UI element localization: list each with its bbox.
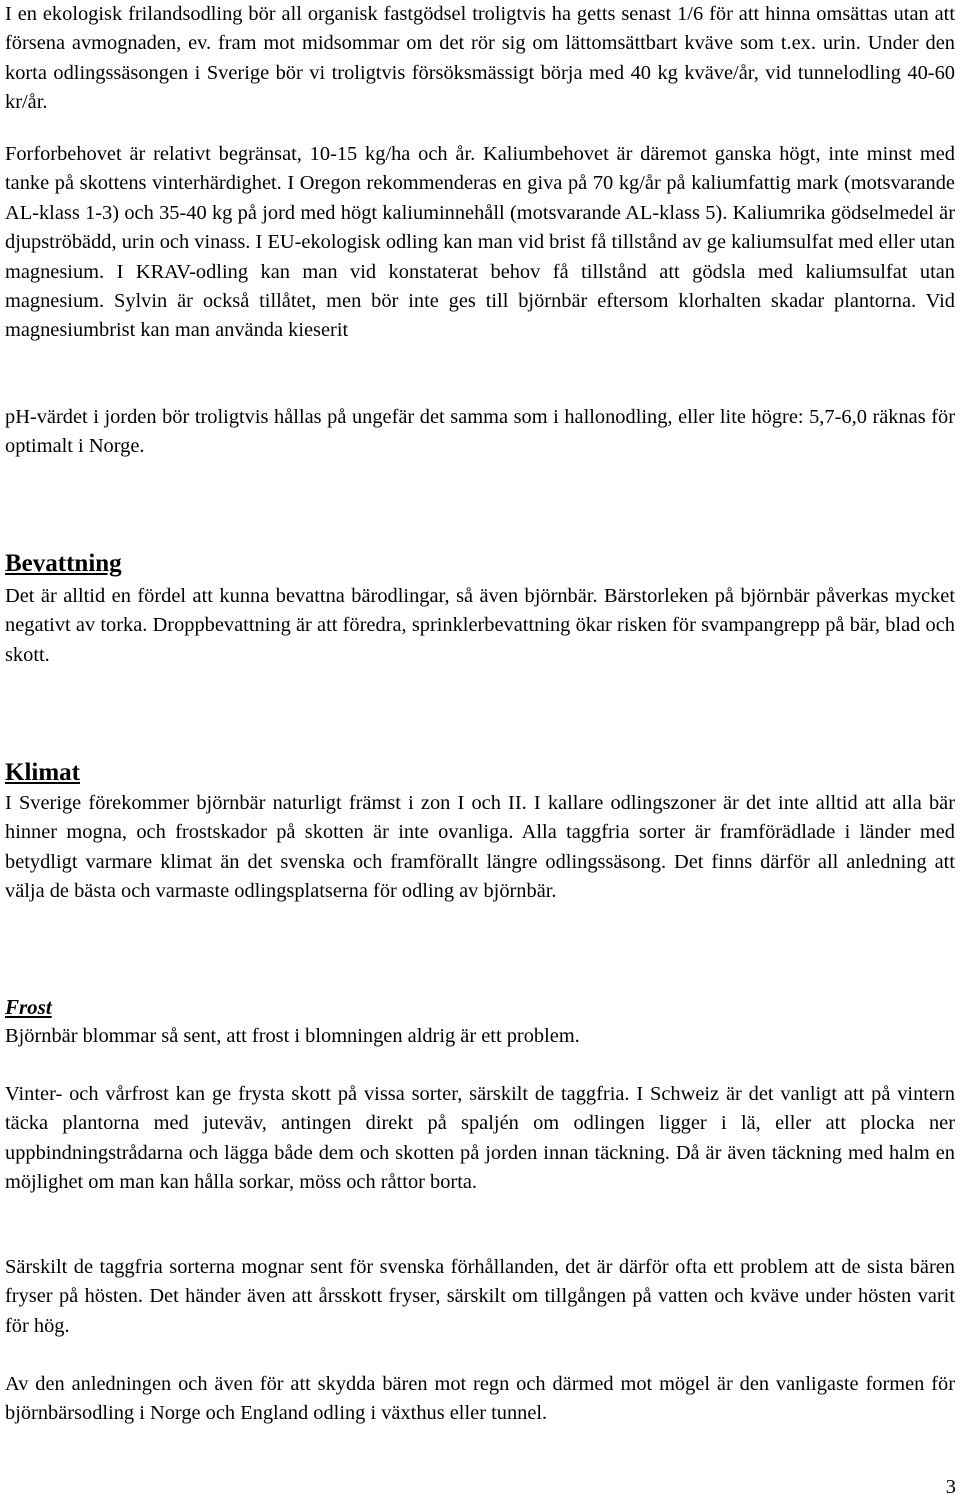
paragraph-frost-bloom: Björnbär blommar så sent, att frost i blomningen aldrig är ett problem. [5,1025,580,1047]
paragraph-bevattning: Det är alltid en fördel att kunna bevattna bärodlingar, så även björnbär. Bärstorleken på björnbär påverkas mycket negativt av torka. Droppbevattning är att föredra, sprinklerbevattning ökar risken för svampangrepp på bär, blad och skott. [5,585,955,666]
page-number: 3 [945,1476,956,1498]
paragraph-ph-value: pH-värdet i jorden bör troligtvis hållas på ungefär det samma som i hallonodling, eller lite högre: 5,7-6,0 räknas för optimalt i Norge. [5,406,955,458]
heading-klimat: Klimat [5,759,80,786]
paragraph-klimat: I Sverige förekommer björnbär naturligt främst i zon I och II. I kallare odlingszoner är det inte alltid att alla bär hinner mogna, och frostskador på skotten är inte ovanliga. Alla taggfria sorter är framförädlade i länder med betydligt varmare klimat än det svenska och framförallt längre odlingssäsong. Det finns därför all anledning att välja de bästa och varmaste odlingsplatserna för odling av björnbär. [5,792,955,903]
paragraph-frost-winter: Vinter- och vårfrost kan ge frysta skott på vissa sorter, särskilt de taggfria. I Schweiz är det vanligt att på vintern täcka plantorna med juteväv, antingen direkt på spaljén om odlingen ligger i lä, eller att plocka ner uppbindningstrådarna och lägga både dem och skotten på jorden innan täckning. Då är även täckning med halm en möjlighet om man kan hålla sorkar, möss och råttor borta. [5,1083,955,1194]
paragraph-phosphorus-potassium: Forforbehovet är relativt begränsat, 10-15 kg/ha och år. Kaliumbehovet är däremot ganska högt, inte minst med tanke på skottens vinterhärdighet. I Oregon rekommenderas en giva på 70 kg/år på kaliumfattig mark (motsvarande AL-klass 1-3) och 35-40 kg på jord med högt kaliuminnehåll (motsvarande AL-klass 5). Kaliumrika gödselmedel är djupströbädd, urin och vinass. I EU-ekologisk odling kan man vid brist få tillstånd av ge kaliumsulfat med eller utan magnesium. I KRAV-odling kan man vid konstaterat behov få tillstånd att gödsla med kaliumsulfat utan magnesium. Sylvin är också tillåtet, men bör inte ges till björnbär eftersom klorhalten skadar plantorna. Vid magnesiumbrist kan man använda kieserit [5,143,955,342]
heading-frost: Frost [5,995,52,1019]
paragraph-frost-late-ripening: Särskilt de taggfria sorterna mognar sent för svenska förhållanden, det är därför ofta ett problem att de sista bären fryser på hösten. Det händer även att årsskott fryser, särskilt om tillgången på vatten och kväve under hösten varit för hög. [5,1256,955,1337]
heading-bevattning: Bevattning [5,550,122,577]
paragraph-frost-greenhouse: Av den anledningen och även för att skydda bären mot regn och därmed mot mögel är den vanligaste formen för björnbärsodling i Norge och England odling i växthus eller tunnel. [5,1373,955,1425]
paragraph-fertilization-timing: I en ekologisk frilandsodling bör all organisk fastgödsel troligtvis ha getts senast 1/6 för att hinna omsättas utan att försena avmognaden, ev. fram mot midsommar om det rör sig om lättomsättbart kväve som t.ex. urin. Under den korta odlingssäsongen i Sverige bör vi troligtvis försöksmässigt börja med 40 kg kväve/år, vid tunnelodling 40-60 kr/år. [5,3,955,114]
